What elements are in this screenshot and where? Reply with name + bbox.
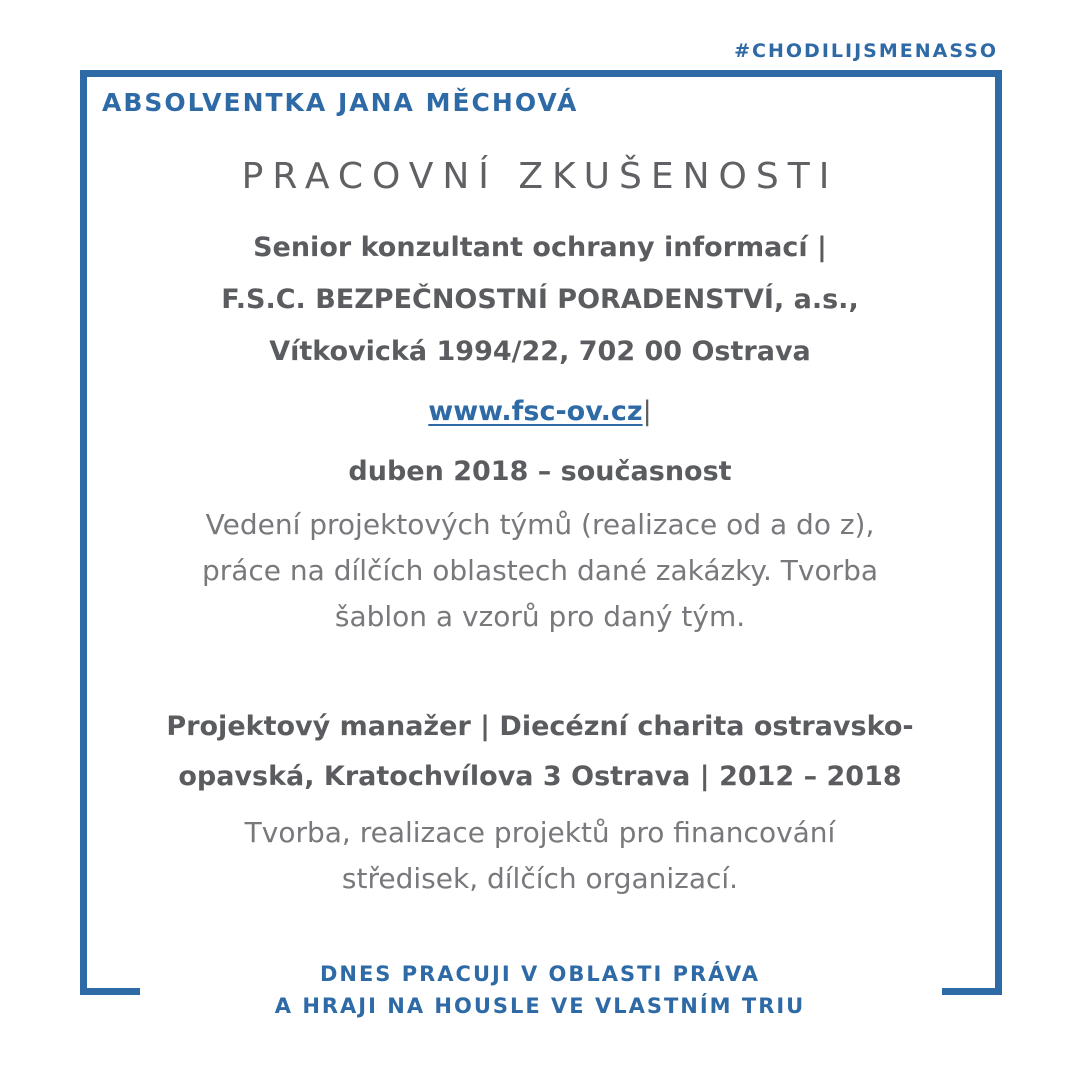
frame-left (80, 70, 87, 995)
section-title: PRACOVNÍ ZKUŠENOSTI (241, 156, 839, 197)
job2-title (100, 702, 980, 802)
job1-website-separator: | (642, 396, 652, 427)
job2-description (100, 810, 980, 902)
job1-website-link[interactable]: www.fsc-ov.cz (428, 396, 643, 427)
graduate-name-heading: ABSOLVENTKA JANA MĚCHOVÁ (102, 88, 579, 117)
job1-description-line: Vedení projektových týmů (realizace od a do z), (205, 508, 875, 541)
job1-description-line: šablon a vzorů pro daný tým. (334, 600, 746, 633)
job1-address: Vítkovická 1994/22, 702 00 Ostrava (269, 336, 811, 367)
job2-description-line: Tvorba, realizace projektů pro financování (244, 816, 836, 849)
job2-description-line: středisek, dílčích organizací. (341, 862, 739, 895)
main-content (100, 150, 980, 902)
footer-line: A HRAJI NA HOUSLE VE VLASTNÍM TRIU (274, 994, 806, 1018)
job1-title: Senior konzultant ochrany informací | (253, 232, 827, 263)
job1-description-line: práce na dílčích oblastech dané zakázky. Tvorba (201, 554, 879, 587)
job1-description (100, 502, 980, 640)
job2-title-line: Projektový manažer | Diecézní charita ostravsko- (166, 711, 914, 742)
frame-bottom-left (80, 988, 140, 995)
frame-right (995, 70, 1002, 995)
job2-title-line: opavská, Kratochvílova 3 Ostrava | 2012 – 2018 (178, 761, 902, 792)
frame-bottom-right (942, 988, 1002, 995)
footer-statement (140, 958, 940, 1022)
job1-website-line (100, 386, 980, 438)
job1-company: F.S.C. BEZPEČNOSTNÍ PORADENSTVÍ, a.s., (221, 284, 859, 315)
footer-line: DNES PRACUJI V OBLASTI PRÁVA (319, 962, 761, 986)
hashtag-label: #CHODILIJSMENASSO (734, 40, 998, 62)
job1-period: duben 2018 – současnost (348, 456, 732, 487)
frame-top (80, 70, 1002, 77)
